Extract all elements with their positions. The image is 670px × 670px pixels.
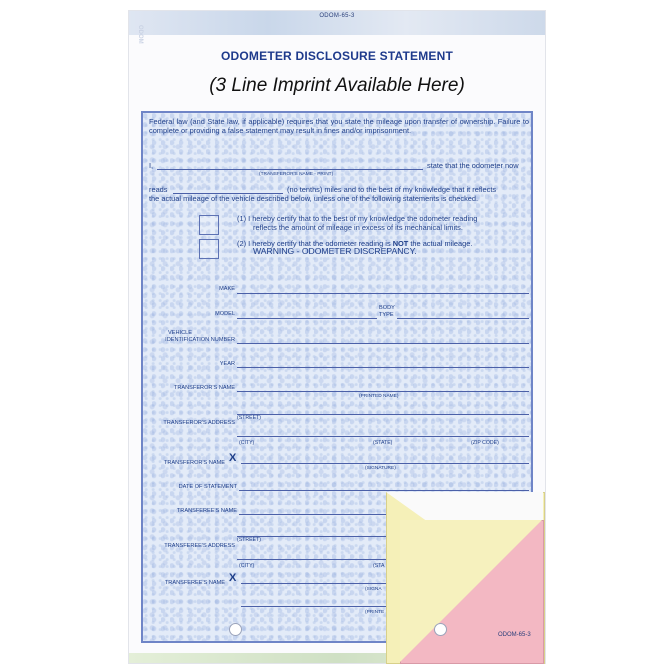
actual-mileage-text: the actual mileage of the vehicle described below, unless one of the following statements is checked. <box>149 194 479 203</box>
transferees-name-label: TRANSFEREE'S NAME <box>176 508 237 514</box>
transferors-name-line[interactable] <box>237 391 529 392</box>
cert2-not: NOT <box>392 239 409 248</box>
zip-caption: (ZIP CODE) <box>471 440 499 446</box>
state2-caption: (STA <box>373 563 385 569</box>
state-caption: (STATE) <box>373 440 393 446</box>
make-line[interactable] <box>237 293 529 294</box>
transferors-sig-label: TRANSFEROR'S NAME <box>163 460 225 466</box>
cert2-pre: (2) I hereby certify that the odometer reading is <box>237 239 393 248</box>
cert2-post: the actual mileage. <box>408 239 473 248</box>
body-type-line[interactable] <box>397 318 529 319</box>
reads-label: reads <box>149 185 168 194</box>
imprint-text: (3 Line Imprint Available Here) <box>209 75 465 96</box>
printed-name-caption: (PRINTED NAME) <box>359 394 399 399</box>
cert1-line1: (1) I hereby certify that to the best of my knowledge the odometer reading <box>237 214 478 223</box>
i-prefix: I, <box>149 161 154 170</box>
legal-paragraph: Federal law (and State law, if applicable) requires that you state the mileage upon transfer of ownership. Failure to complete or providing a false statement may result in fines and/or imprisonment. <box>149 117 529 136</box>
make-label: MAKE <box>219 286 235 292</box>
transferors-address-label: TRANSFEROR'S ADDRESS <box>163 420 235 426</box>
reads-rest-text: (no tenths) miles and to the best of my knowledge that it reflects <box>287 185 497 194</box>
transferees-sig-label: TRANSFEREE'S NAME <box>164 580 225 586</box>
date-line[interactable] <box>239 490 529 491</box>
vin-label-2: IDENTIFICATION NUMBER <box>165 337 235 343</box>
street2-caption: (STREET) <box>237 537 261 543</box>
street-caption: (STREET) <box>237 415 261 421</box>
date-of-statement-label: DATE OF STATEMENT <box>178 484 237 490</box>
body-type-label-1: BODY <box>379 305 395 311</box>
transferees-address-label: TRANSFEREE'S ADDRESS <box>164 543 235 549</box>
year-line[interactable] <box>237 367 529 368</box>
city2-caption: (CITY) <box>239 563 255 569</box>
form-number-bottom: ODOM-65-3 <box>498 632 531 638</box>
side-code: ODOM <box>137 25 143 44</box>
cert1-checkbox[interactable] <box>199 215 219 235</box>
signature2-caption: (SIGNA <box>365 587 382 592</box>
top-perforation-strip <box>129 11 545 44</box>
body-type-label-2: TYPE <box>379 312 394 318</box>
signature-caption: (SIGNATURE) <box>365 466 396 471</box>
warning-text: WARNING - ODOMETER DISCREPANCY. <box>253 246 417 256</box>
year-label: YEAR <box>219 361 235 367</box>
copy-binder-hole <box>434 623 447 636</box>
form-number-top: ODOM-65-3 <box>319 13 355 19</box>
model-line[interactable] <box>237 318 377 319</box>
model-label: MODEL <box>215 311 235 317</box>
transferors-street-line[interactable] <box>237 414 529 415</box>
transferee-x-mark: X <box>229 572 237 584</box>
printed2-caption: (PRINTE <box>365 610 385 615</box>
transferor-x-mark: X <box>229 452 237 464</box>
cert1-line2: reflects the amount of mileage in excess of its mechanical limits. <box>253 223 463 232</box>
transferor-print-line[interactable] <box>157 169 423 170</box>
yellow-copy-fold <box>400 520 542 662</box>
vin-label-1: VEHICLE <box>168 330 192 336</box>
binder-hole <box>229 623 242 636</box>
transferors-name-label: TRANSFEROR'S NAME <box>173 385 235 391</box>
state-odometer-text: state that the odometer now <box>427 161 519 170</box>
transferors-city-line[interactable] <box>237 436 529 437</box>
vin-line[interactable] <box>237 343 529 344</box>
transferor-print-caption: (TRANSFEROR'S NAME - PRINT) <box>259 172 334 177</box>
city-caption: (CITY) <box>239 440 255 446</box>
cert2-checkbox[interactable] <box>199 239 219 259</box>
form-title: ODOMETER DISCLOSURE STATEMENT <box>220 49 454 63</box>
transferor-signature-line[interactable] <box>241 463 529 464</box>
